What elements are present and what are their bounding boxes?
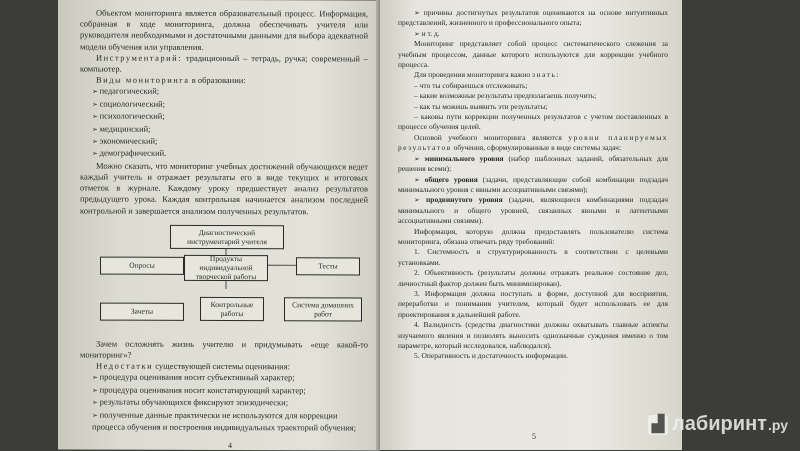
minimal-level-heading: минимального уровня: [425, 154, 504, 163]
advanced-level-heading: продвинутого уровня: [426, 195, 503, 204]
drawbacks-heading: Недостатки: [96, 361, 153, 371]
list-item: ➢ социологический;: [92, 98, 368, 111]
general-level-item: [398, 175, 668, 196]
levels-paragraph: [398, 133, 668, 154]
monitoring-object-paragraph: Объектом мониторинга является образовательный процесс. Информация, собранная в ходе мониторинга, должна обеспечивать учителя или руководителя необходимыми и достаточными данными для выбора адекватной модели обучения или управления.: [80, 8, 368, 54]
diagram-node-surveys: Опросы: [100, 256, 184, 274]
requirements-paragraph: Информация, которую должна предоставлять пользователю система мониторинга, обязана отвечать ряду требований:: [398, 227, 668, 248]
diagnostic-toolkit-diagram: [80, 222, 368, 333]
minimal-level-text: (набор шаблонных заданий, обязательных для решения всеми);: [398, 154, 668, 173]
right-page: [380, 0, 682, 450]
know-heading: знать: [532, 70, 556, 79]
requirement-item: 2. Объективность (результаты должны отражать реальное состояние дел, личностный фактор должен быть минимизирован).: [398, 268, 668, 289]
advanced-level-text: (задачи, являющиеся комбинациями подзадач минимального и общего уровней, связанных явными и латентными ассоциативными связями).: [398, 195, 668, 225]
minimal-level-item: [398, 154, 668, 175]
left-page: [58, 0, 380, 451]
drawbacks-text: существующей системы оценивания:: [153, 361, 290, 371]
know-colon: :: [556, 70, 558, 79]
toolkit-heading: Инструментарий:: [96, 52, 182, 62]
levels-text: Основой учебного мониторинга являются: [414, 133, 568, 142]
know-item: – какие возможные результаты предполагаешь получить;: [398, 91, 668, 101]
drawbacks-list: [80, 372, 368, 434]
list-item: ➢ процедура оценивания носит субъективный характер;: [92, 372, 368, 385]
monitoring-types-heading: Виды мониторинга: [96, 75, 190, 85]
list-item: ➢ психологический;: [92, 111, 368, 124]
right-page-number: 5: [532, 432, 536, 441]
diagram-node-tests: Тесты: [296, 257, 360, 275]
list-item: ➢ демографический.: [92, 148, 368, 161]
diagram-root-box: Диагностический инструментарий учителя: [170, 225, 284, 249]
diagram-node-credits: Зачеты: [100, 302, 184, 320]
causes-paragraph: ➢ причины достигнутых результатов оцениваются на основе интуитивных представлений, жизненного и профессионального опыта;: [398, 8, 668, 29]
requirement-item: 3. Информация должна поступать в форме, доступной для восприятия, переработки и понимания учителем, который будет использовать ее для проектирования в дальнейшей работе.: [398, 289, 668, 320]
know-item: – как ты можешь выявить эти результаты;: [398, 102, 668, 112]
levels-heading: уровни планируемых результатов: [398, 133, 668, 152]
general-level-heading: общего уровня: [425, 175, 478, 184]
watermark-text: лабиринт: [672, 413, 767, 436]
general-level-text: (задачи, представляющие собой комбинации подзадач минимального уровня с явными ассоциативными связями);: [398, 175, 668, 194]
list-item: ➢ педагогический;: [92, 86, 368, 99]
know-item: – что ты собираешься отслеживать;: [398, 81, 668, 91]
list-item: ➢ полученные данные практически не используются для коррекции процесса обучения и построения индивидуальных траекторий обучения;: [92, 409, 368, 434]
monitoring-definition-paragraph: Мониторинг представляет собой процесс систематического слежения за учебным процессом, данные которого используются для коррекции учебного процесса.: [398, 39, 668, 70]
etc-paragraph: ➢ и т. д.: [398, 29, 668, 39]
labirint-watermark: [648, 413, 788, 436]
monitoring-types-list: [80, 86, 368, 161]
left-page-number: 4: [228, 441, 232, 450]
requirement-item: 1. Системность и структурированность в соответствии с целевыми установками.: [398, 247, 668, 268]
know-paragraph: [398, 70, 668, 80]
list-item: ➢ процедура оценивания носит констатирующий характер;: [92, 384, 368, 397]
know-item: – каковы пути коррекции полученных результатов с учетом поставленных в процессе обучения целей.: [398, 112, 668, 133]
monitoring-types-text: в образовании:: [190, 75, 246, 85]
list-item: ➢ результаты обучающихся фиксируют эпизодически;: [92, 397, 368, 410]
requirement-item: 4. Валидность (средства диагностики должны охватывать главные аспекты изучаемого явления и позволять выносить однозначные суждения именно о том параметре, который исследовался, наблюдался).: [398, 320, 668, 351]
why-monitoring-paragraph: Зачем осложнять жизнь учителю и придумывать «еще какой-то мониторинг»?: [80, 338, 368, 361]
diagram-node-creative-work: Продукты индивидуальной творческой работы: [184, 255, 268, 281]
know-text: Для проведения мониторинга важно: [414, 70, 532, 79]
requirement-item: 5. Оперативность и достаточность информации.: [398, 351, 668, 361]
list-item: ➢ экономический;: [92, 136, 368, 149]
watermark-tld: .ру: [768, 417, 788, 433]
advanced-level-item: [398, 195, 668, 226]
diagram-node-homework-system: Система домашних работ: [284, 297, 362, 321]
toolkit-paragraph: [80, 52, 368, 75]
teacher-monitoring-paragraph: Можно сказать, что мониторинг учебных достижений обучающихся ведет каждый учитель и отражает результаты его в виде текущих и итоговых отметок в журнале. Каждому уроку предшествует анализ результатов предыдущего урока. Каждая контрольная начинается анализом последней контрольной и завершается анализом полученных результатов.: [80, 160, 368, 217]
labirint-book-icon: ▟: [648, 415, 668, 435]
list-item: ➢ медицинский;: [92, 123, 368, 136]
diagram-node-control-works: Контрольные работы: [200, 297, 264, 321]
toolkit-text: традиционный – тетрадь, ручка; современный – компьютер.: [80, 53, 368, 74]
levels-text-end: обучения, сформулированные в виде системы задач:: [452, 143, 621, 152]
